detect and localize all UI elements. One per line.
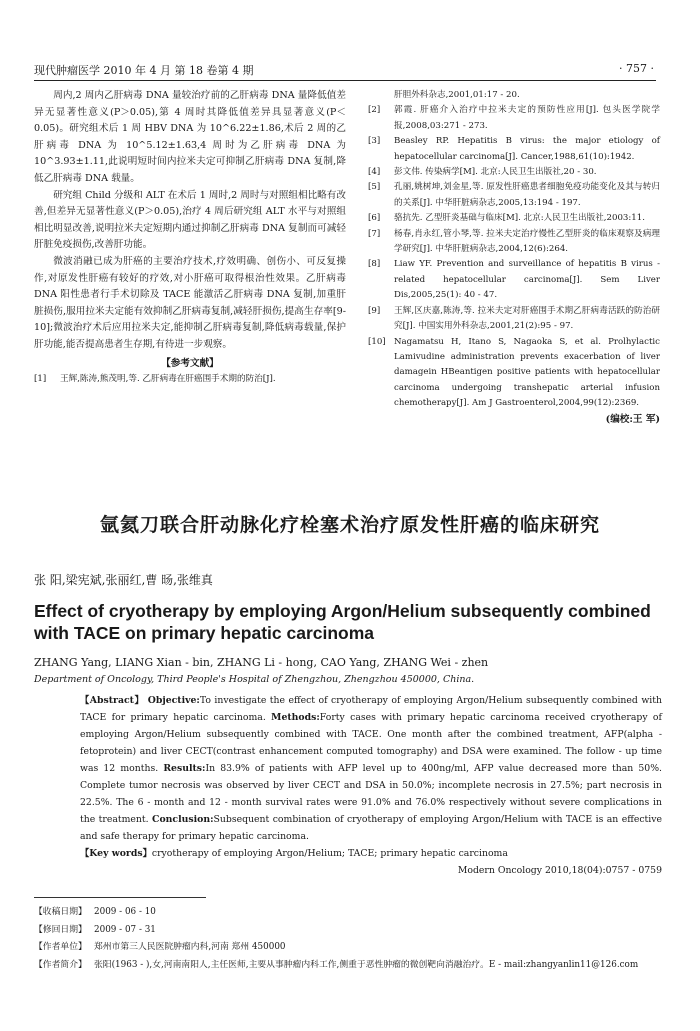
reference-text: 王辉,陈涛,熊茂明,等. 乙肝病毒在肝癌围手术期的防治[J]. <box>60 374 276 385</box>
article-title-cn: 氩氦刀联合肝动脉化疗栓塞术治疗原发性肝癌的临床研究 <box>99 514 600 536</box>
objective-text: To investigate the effect of cryotherapy of employing Argon/Helium subsequently combined with TACE for primary hepatic carcinoma. <box>80 695 662 723</box>
running-header: 现代肿瘤医学 2010 年 4 月 第 18 卷第 4 期 <box>34 64 254 77</box>
reference-continuation: 肝胆外科杂志,2001,01:17 - 20. <box>394 90 520 100</box>
footnote-rule <box>34 897 206 898</box>
results-label: Results: <box>163 763 206 774</box>
reference-item: [6] 骆抗先. 乙型肝炎基础与临床[M]. 北京:人民卫生出版社,2003:11. <box>368 213 645 224</box>
body-paragraph-3: 微波消融已成为肝癌的主要治疗技术,疗效明确、创伤小、可反复操作,对原发性肝癌有较好的疗效,对小肝癌可取得根治性效果。乙肝病毒 DNA 阳性患者行手术切除及 TACE 能激活乙肝病毒 DNA 复制,加重肝脏损伤,服用拉米夫定能有效抑制乙肝病毒复制,减轻肝损伤,提高生存率[9-10];微波治疗术后应用拉米夫定,能抑制乙肝病毒复制,降低病毒载量,保护肝功能,能否提高患者生存期,有待进一步观察。 <box>34 255 346 350</box>
authors-cn: 张 阳,梁宪斌,张丽红,曹 旸,张维真 <box>34 573 213 587</box>
header-rule <box>34 80 656 81</box>
keywords-label: 【Key words】 <box>80 848 152 859</box>
citation: Modern Oncology 2010,18(04):0757 - 0759 <box>457 865 662 876</box>
objective-label: Objective: <box>147 695 200 706</box>
reference-item: [9] 王辉,区庆嘉,陈涛,等. 拉米夫定对肝癌围手术期乙肝病毒活跃的防治研究[J]. 中国实用外科杂志,2001,21(2):95 - 97. <box>368 305 660 332</box>
methods-label: Methods: <box>271 712 320 723</box>
conclusion-label: Conclusion: <box>152 814 214 825</box>
authors-en: ZHANG Yang, LIANG Xian - bin, ZHANG Li - hong, CAO Yang, ZHANG Wei - zhen <box>34 656 489 669</box>
keywords-text: cryotherapy of employing Argon/Helium; TACE; primary hepatic carcinoma <box>151 848 508 859</box>
abstract-label: 【Abstract】 <box>80 695 145 706</box>
abstract <box>80 692 662 879</box>
keywords <box>80 845 662 862</box>
reference-number: [1] <box>34 374 47 385</box>
reference-item: [8] Liaw YF. Prevention and surveillance of hepatitis B virus - related hepatocellular carcinoma[J]. Sem Liver Dis,2005,25(1): 40 - 47. <box>368 259 660 301</box>
right-column <box>368 88 660 428</box>
reference-item <box>34 372 346 387</box>
reference-item: [4] 彭文伟. 传染病学[M]. 北京:人民卫生出版社,20 - 30. <box>368 167 597 178</box>
page-number: · 757 · <box>619 62 654 75</box>
department-en: Department of Oncology, Third People's Hospital of Zhengzhou, Zhengzhou 450000, China. <box>34 674 475 685</box>
references-heading: 【参考文献】 <box>161 357 219 369</box>
reference-item: [7] 杨春,肖永红,管小琴,等. 拉米夫定治疗慢性乙型肝炎的临床观察及病理学研究[J]. 中华肝脏病杂志,2004,12(6):264. <box>368 228 660 255</box>
article-title-en: Effect of cryotherapy by employing Argon/Helium subsequently combined with TACE on primary hepatic carcinoma <box>34 601 651 643</box>
reference-item: [5] 孔丽,姚树坤,刘金星,等. 原发性肝癌患者细胞免疫功能变化及其与转归的关系[J]. 中华肝脏病杂志,2005,13:194 - 197. <box>368 182 660 208</box>
left-column <box>34 88 346 388</box>
reference-list <box>368 103 660 411</box>
footnotes <box>34 904 664 974</box>
conclusion-text: Subsequent combination of cryotherapy of employing Argon/Helium with TACE is an effective and safe therapy for primary hepatic carcinoma. <box>80 814 662 842</box>
footnote-received: 【收稿日期】 2009 - 06 - 10 <box>34 907 156 917</box>
footnote-affiliation: 【作者单位】 郑州市第三人民医院肿瘤内科,河南 郑州 450000 <box>34 942 286 952</box>
methods-text: Forty cases with primary hepatic carcinoma received cryotherapy of employing Argon/Helium subsequently combined with TACE. One month after the combined treatment, AFP(alpha - fetoprotein) and liver CECT(contrast enhancement computed tomography) and DSA were examined. The follow - up time was 12 months. <box>80 712 662 774</box>
body-paragraph-2: 研究组 Child 分级和 ALT 在术后 1 周时,2 周时与对照组相比略有改善,但差异无显著性意义(P＞0.05),治疗 4 周后研究组 ALT 水平与对照组相比明显改善,说明拉米夫定短期内通过抑制乙肝病毒 DNA 复制而可减轻肝脏免疫损伤,改善肝功能。 <box>34 189 346 251</box>
reference-item: [3] Beasley RP. Hepatitis B virus: the major etiology of hepatocellular carcinoma[J]. Cancer,1988,61(10):1942. <box>368 136 660 162</box>
body-paragraph-1: 周内,2 周内乙肝病毒 DNA 量较治疗前的乙肝病毒 DNA 量降低值差异无显著性意义(P＞0.05),第 4 周时其降低值差异具显著意义(P＜0.05)。研究组术后 1 周 HBV DNA 为 10^6.22±1.86,术后 2 周的乙肝病毒 DNA 为 10^5.12±1.63,4 周时为乙肝病毒 DNA 为 10^3.93±1.11,此说明短时间内拉米夫定可抑制乙肝病毒 DNA 复制,降低乙肝病毒 DNA 载量。 <box>34 90 346 184</box>
footnote-author-bio: 【作者简介】 张阳(1963 - ),女,河南南阳人,主任医师,主要从事肿瘤内科工作,侧重于恶性肿瘤的微创靶向消融治疗。E - mail:zhangyanlin11@126.com <box>34 959 639 970</box>
reference-item: [10] Nagamatsu H, Itano S, Nagaoka S, et al. Prolhylactic Lamivudine administration prevents exacerbation of liver damagein HBeantigen positive patients with hepatocellular carcinoma undergoing transhepatic arterial infusion chemotherapy[J]. Am J Gastroenterol,2004,99(12):2369. <box>368 336 660 409</box>
reference-item: [2] 郭霞. 肝癌介入治疗中拉米夫定的预防性应用[J]. 包头医学院学报,2008,03:271 - 273. <box>368 105 660 131</box>
results-text: In 83.9% of patients with AFP level up to 400ng/ml, AFP value decreased more than 50%. Complete tumor necrosis was observed by liver CECT and DSA in 50.0%; incomplete necrosis in 27.5%; part necrosis in 22.5%. The 6 - month and 12 - month survival rates were 91.0% and 76.0% respectively without severe complications in the treatment. <box>80 763 662 825</box>
editor-note: (编校:王 军) <box>605 413 660 425</box>
footnote-revised: 【修回日期】 2009 - 07 - 31 <box>34 924 156 935</box>
